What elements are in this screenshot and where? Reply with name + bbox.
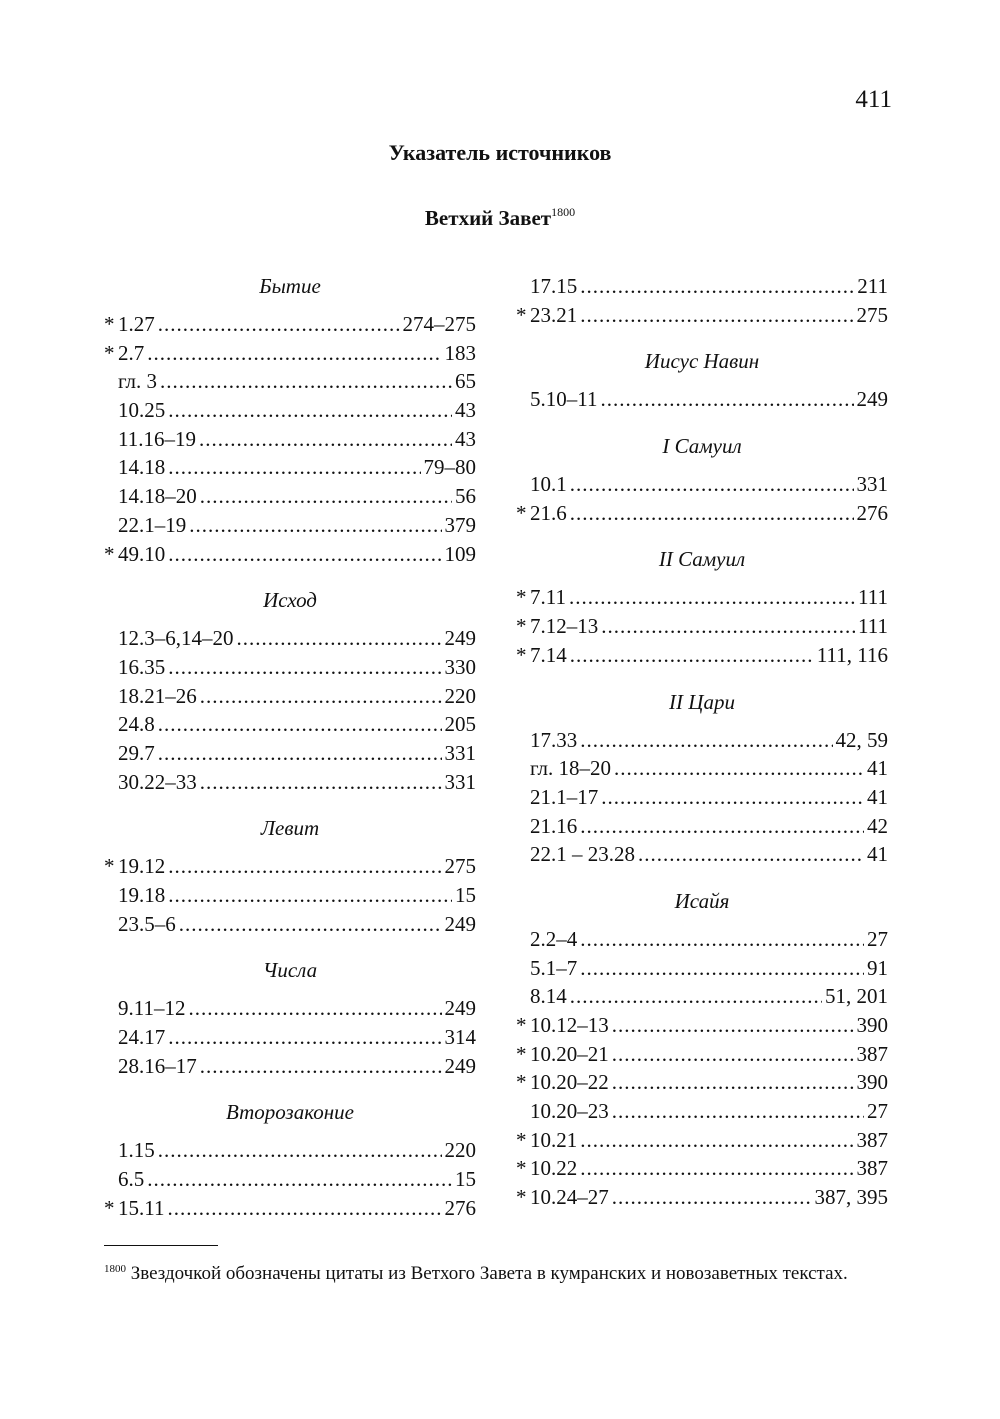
entry-star: *: [516, 302, 527, 327]
index-entry: [104, 910, 476, 939]
leader-dots: [199, 425, 452, 454]
index-entry: [104, 710, 476, 739]
entry-pages: 274–275: [402, 312, 476, 336]
entry-pages: 220: [444, 683, 476, 708]
entry-reference: 22.1 – 23.28: [530, 842, 635, 867]
leader-dots: [580, 726, 832, 755]
leader-dots: [188, 994, 441, 1023]
leader-dots: [570, 499, 854, 528]
entry-pages: 41: [867, 784, 888, 809]
index-entry: [516, 1011, 888, 1040]
book-group: [104, 814, 476, 938]
entry-reference: 24.8: [118, 712, 155, 737]
book-title: Исход: [263, 588, 317, 613]
entry-pages: 41: [867, 756, 888, 781]
leader-dots: [612, 1040, 854, 1069]
index-entry: [104, 396, 476, 425]
entry-pages: 314: [444, 1025, 476, 1050]
entry-pages: 276: [444, 1195, 476, 1220]
leader-dots: [200, 768, 442, 797]
entry-star: *: [104, 541, 115, 566]
entry-reference: 7.14: [530, 642, 567, 667]
entry-reference: 10.12–13: [530, 1013, 609, 1037]
entry-pages: 91: [867, 955, 888, 980]
book-title: II Самуил: [658, 547, 746, 572]
continued-entries: [516, 272, 888, 329]
entry-star: *: [516, 585, 527, 610]
entry-star: *: [104, 340, 115, 365]
entry-reference: 30.22–33: [118, 769, 197, 794]
leader-dots: [168, 453, 420, 482]
entry-reference: 11.16–19: [118, 426, 196, 451]
index-entry: [516, 1183, 888, 1212]
index-entry: [516, 272, 888, 301]
book-group: [104, 956, 476, 1080]
index-entry: [516, 1068, 888, 1097]
entry-pages: 42: [867, 813, 888, 838]
entry-reference: 28.16–17: [118, 1053, 197, 1078]
index-entry: [516, 1040, 888, 1069]
entry-reference: 10.21: [530, 1127, 578, 1152]
entry-star: *: [516, 642, 527, 667]
index-entry: [516, 812, 888, 841]
entry-pages: 111, 116: [816, 642, 888, 667]
index-entry: [516, 954, 888, 983]
entry-pages: 79–80: [423, 455, 476, 480]
entry-pages: 15: [455, 883, 476, 907]
entry-reference: 2.7: [118, 340, 145, 365]
footnote-text: Звездочкой обозначены цитаты из Ветхого Завета в кумранских и новозаветных текстах.: [130, 1263, 848, 1284]
index-entry: [516, 925, 888, 954]
entry-star: *: [516, 1070, 527, 1095]
book-title: Бытие: [259, 274, 321, 298]
entry-reference: 6.5: [118, 1167, 145, 1192]
footnote-reference: 1800: [551, 205, 576, 219]
entry-star: *: [516, 1127, 527, 1152]
index-entry: [104, 739, 476, 768]
index-entry: [104, 881, 476, 910]
entry-reference: 10.20–21: [530, 1041, 609, 1066]
entry-pages: 249: [444, 626, 476, 651]
index-entry: [104, 367, 476, 396]
page-title: Указатель источников: [388, 140, 612, 165]
index-entry: [516, 583, 888, 612]
entry-reference: 19.18: [118, 883, 166, 907]
index-entry: [104, 310, 476, 339]
index-entry: [104, 852, 476, 881]
leader-dots: [601, 783, 864, 812]
entry-star: *: [516, 1041, 527, 1066]
entry-pages: 27: [867, 926, 888, 951]
entry-reference: 15.11: [118, 1195, 165, 1220]
entry-pages: 379: [444, 512, 476, 537]
entry-reference: 10.25: [118, 398, 166, 423]
index-entry: [516, 641, 888, 670]
leader-dots: [570, 470, 854, 499]
leader-dots: [580, 272, 854, 301]
entry-star: *: [104, 312, 115, 336]
index-entry: [516, 840, 888, 869]
entry-reference: 16.35: [118, 654, 166, 679]
leader-dots: [168, 881, 452, 910]
entry-reference: 21.1–17: [530, 784, 599, 809]
leader-dots: [638, 840, 864, 869]
book-group: [516, 347, 888, 414]
entry-reference: гл. 3: [118, 369, 158, 394]
book-title: Иисус Навин: [644, 349, 760, 374]
index-entry: [104, 768, 476, 797]
index-entry: [516, 982, 888, 1011]
entry-pages: 43: [455, 426, 476, 451]
entry-pages: 211: [857, 274, 888, 298]
entry-pages: 27: [867, 1099, 888, 1124]
book-title: Числа: [262, 958, 318, 983]
leader-dots: [168, 1023, 441, 1052]
leader-dots: [580, 925, 864, 954]
entry-reference: гл. 18–20: [530, 756, 612, 781]
leader-dots: [570, 982, 822, 1011]
entry-reference: 23.21: [530, 302, 578, 327]
leader-dots: [580, 1126, 853, 1155]
entry-pages: 249: [444, 1053, 476, 1078]
footnote-divider: [104, 1245, 218, 1246]
entry-pages: 276: [856, 500, 888, 525]
leader-dots: [158, 310, 400, 339]
entry-reference: 7.12–13: [530, 614, 599, 639]
entry-pages: 111: [858, 614, 888, 639]
leader-dots: [612, 1097, 864, 1126]
leader-dots: [600, 385, 853, 414]
entry-reference: 2.2–4: [530, 926, 578, 951]
index-entry: [516, 499, 888, 528]
leader-dots: [612, 1183, 812, 1212]
entry-pages: 109: [444, 541, 476, 566]
section-title-text: Ветхий Завет: [424, 206, 552, 230]
index-entry: [516, 1154, 888, 1183]
leader-dots: [167, 1194, 441, 1223]
entry-pages: 205: [444, 712, 476, 737]
book-title: Левит: [260, 816, 320, 841]
entry-pages: 51, 201: [825, 984, 888, 1009]
leader-dots: [168, 540, 441, 569]
entry-pages: 275: [856, 302, 888, 327]
book-title: II Цари: [669, 689, 735, 714]
leader-dots: [580, 301, 853, 330]
index-left-column: [104, 272, 476, 1241]
leader-dots: [147, 1165, 452, 1194]
section-title: [0, 205, 1000, 231]
leader-dots: [237, 624, 442, 653]
entry-reference: 10.20–23: [530, 1099, 609, 1124]
entry-pages: 387: [856, 1041, 888, 1066]
leader-dots: [612, 1011, 854, 1040]
leader-dots: [160, 367, 452, 396]
book-group: [516, 545, 888, 669]
leader-dots: [168, 653, 441, 682]
book-title: Исайя: [674, 888, 730, 913]
leader-dots: [200, 1052, 442, 1081]
entry-reference: 14.18: [118, 455, 166, 480]
entry-reference: 22.1–19: [118, 512, 187, 537]
entry-pages: 387, 395: [814, 1185, 888, 1210]
entry-star: *: [516, 500, 527, 525]
page-number: 411: [855, 86, 892, 113]
leader-dots: [168, 396, 452, 425]
index-entry: [104, 1165, 476, 1194]
leader-dots: [601, 612, 855, 641]
index-entry: [104, 453, 476, 482]
leader-dots: [158, 739, 442, 768]
book-group: [104, 272, 476, 568]
entry-pages: 390: [856, 1070, 888, 1095]
book-title: I Самуил: [662, 434, 742, 459]
entry-pages: 56: [455, 484, 476, 509]
index-entry: [516, 301, 888, 330]
index-entry: [104, 540, 476, 569]
leader-dots: [168, 852, 441, 881]
index-entry: [516, 783, 888, 812]
book-group: [104, 1098, 476, 1222]
leader-dots: [158, 710, 442, 739]
entry-pages: 42, 59: [835, 727, 888, 752]
footnote: [104, 1256, 894, 1287]
leader-dots: [569, 583, 855, 612]
index-entry: [104, 682, 476, 711]
entry-pages: 331: [444, 769, 476, 794]
entry-pages: 43: [455, 398, 476, 423]
book-group: [516, 887, 888, 1212]
entry-reference: 5.10–11: [530, 387, 598, 412]
index-right-column: [516, 272, 888, 1230]
index-entry: [516, 470, 888, 499]
entry-reference: 17.15: [530, 274, 578, 298]
index-entry: [104, 511, 476, 540]
entry-reference: 7.11: [530, 585, 566, 610]
entry-reference: 23.5–6: [118, 911, 176, 936]
entry-pages: 183: [444, 340, 476, 365]
entry-reference: 18.21–26: [118, 683, 197, 708]
entry-reference: 19.12: [118, 854, 166, 879]
entry-reference: 9.11–12: [118, 996, 186, 1021]
leader-dots: [158, 1136, 442, 1165]
book-group: [516, 688, 888, 869]
entry-reference: 10.1: [530, 472, 567, 497]
leader-dots: [580, 812, 864, 841]
leader-dots: [612, 1068, 854, 1097]
entry-reference: 10.20–22: [530, 1070, 609, 1095]
entry-star: *: [516, 614, 527, 639]
leader-dots: [580, 954, 864, 983]
index-entry: [104, 994, 476, 1023]
entry-reference: 21.16: [530, 813, 578, 838]
index-entry: [516, 754, 888, 783]
index-entry: [516, 612, 888, 641]
entry-pages: 387: [856, 1127, 888, 1152]
index-entry: [104, 653, 476, 682]
entry-star: *: [516, 1156, 527, 1181]
entry-reference: 17.33: [530, 727, 578, 752]
book-title: Второзаконие: [226, 1100, 354, 1125]
entry-reference: 5.1–7: [530, 955, 578, 980]
index-entry: [104, 624, 476, 653]
leader-dots: [614, 754, 864, 783]
entry-pages: 275: [444, 854, 476, 879]
leader-dots: [570, 641, 814, 670]
index-entry: [104, 425, 476, 454]
index-entry: [516, 726, 888, 755]
footnote-marker: 1800: [104, 1263, 126, 1275]
entry-reference: 8.14: [530, 984, 567, 1009]
index-entry: [104, 339, 476, 368]
entry-reference: 29.7: [118, 740, 155, 765]
leader-dots: [189, 511, 441, 540]
index-entry: [104, 1023, 476, 1052]
index-entry: [104, 482, 476, 511]
entry-reference: 49.10: [118, 541, 166, 566]
entry-pages: 220: [444, 1138, 476, 1163]
entry-pages: 390: [856, 1013, 888, 1037]
entry-pages: 331: [856, 472, 888, 497]
entry-reference: 1.27: [118, 312, 155, 336]
leader-dots: [200, 482, 452, 511]
entry-pages: 331: [444, 740, 476, 765]
entry-reference: 10.22: [530, 1156, 578, 1181]
entry-reference: 1.15: [118, 1138, 155, 1163]
entry-star: *: [104, 1195, 115, 1220]
entry-pages: 111: [858, 585, 888, 610]
entry-reference: 14.18–20: [118, 484, 197, 509]
index-entry: [516, 385, 888, 414]
entry-pages: 249: [444, 911, 476, 936]
index-entry: [516, 1097, 888, 1126]
leader-dots: [580, 1154, 853, 1183]
entry-reference: 21.6: [530, 500, 567, 525]
index-entry: [104, 1136, 476, 1165]
index-entry: [104, 1194, 476, 1223]
leader-dots: [200, 682, 442, 711]
entry-pages: 15: [455, 1167, 476, 1192]
entry-reference: 12.3–6,14–20: [118, 626, 234, 651]
entry-star: *: [516, 1013, 527, 1037]
entry-star: *: [516, 1185, 527, 1210]
entry-pages: 387: [856, 1156, 888, 1181]
entry-pages: 65: [455, 369, 476, 394]
leader-dots: [147, 339, 441, 368]
entry-reference: 24.17: [118, 1025, 166, 1050]
entry-reference: 10.24–27: [530, 1185, 609, 1210]
book-group: [516, 432, 888, 527]
entry-star: *: [104, 854, 115, 879]
entry-pages: 249: [444, 996, 476, 1021]
entry-pages: 249: [856, 387, 888, 412]
index-entry: [104, 1052, 476, 1081]
index-entry: [516, 1126, 888, 1155]
book-group: [104, 586, 476, 796]
leader-dots: [179, 910, 442, 939]
entry-pages: 330: [444, 654, 476, 679]
entry-pages: 41: [867, 842, 888, 867]
